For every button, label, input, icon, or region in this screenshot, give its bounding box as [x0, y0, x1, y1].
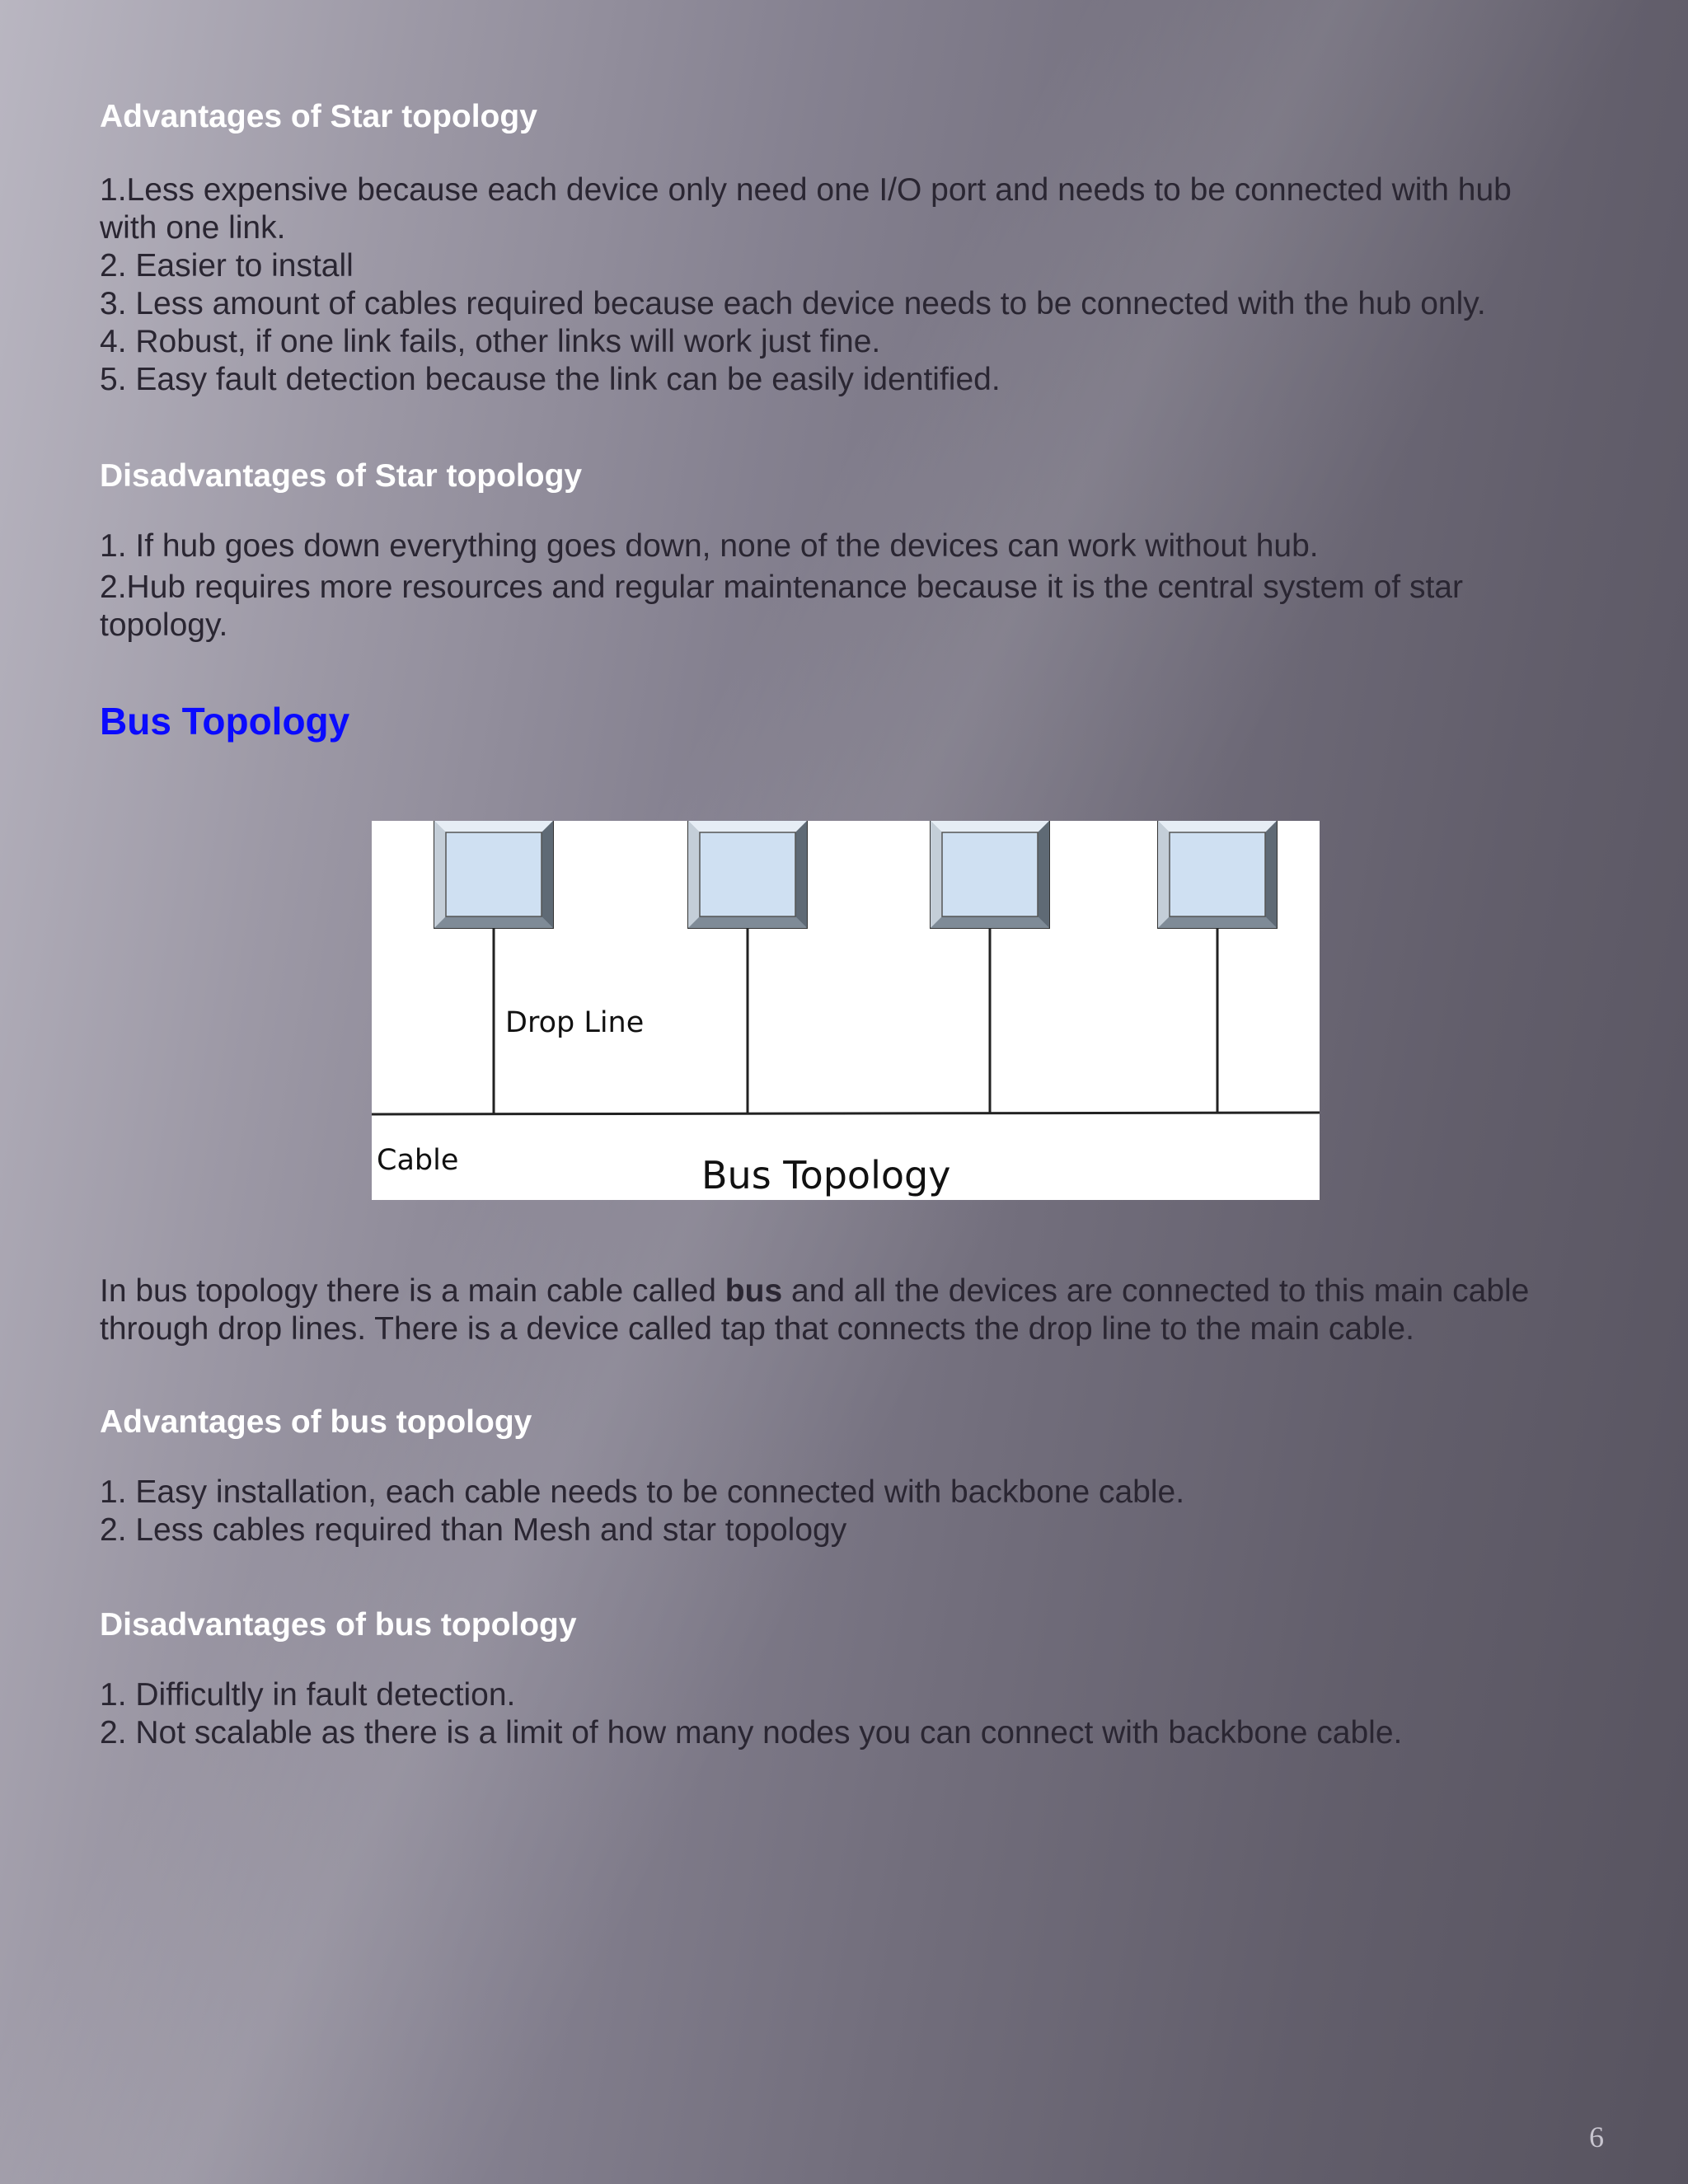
node-3-screen: [942, 832, 1038, 916]
bus-description: [100, 1272, 1625, 1348]
cable-label: Cable: [377, 1144, 459, 1177]
node-1-screen: [446, 832, 542, 916]
star-adv-item-2: 2. Easier to install: [100, 248, 354, 284]
drop-line-label: Drop Line: [505, 1006, 645, 1039]
backbone-cable: [372, 1113, 1320, 1114]
bus-topology-diagram: [372, 821, 1320, 1200]
node-4: [1158, 821, 1277, 1113]
bus-topology-title: Bus Topology: [100, 700, 350, 743]
diagram-caption: Bus Topology: [701, 1153, 951, 1197]
node-3: [931, 821, 1049, 1113]
bus-dis-item-2: 2. Not scalable as there is a limit of how many nodes you can connect with backbone cable.: [100, 1715, 1403, 1750]
bus-desc-bold: bus: [724, 1273, 783, 1309]
bus-desc-before: In bus topology there is a main cable called: [100, 1273, 725, 1309]
bus-disadvantages-heading: Disadvantages of bus topology: [100, 1607, 577, 1643]
bus-topology-svg: [372, 821, 1320, 1200]
node-2: [688, 821, 807, 1114]
star-advantages-heading: Advantages of Star topology: [100, 99, 537, 134]
star-dis-item-1: 1. If hub goes down everything goes down, none of the devices can work without hub.: [100, 528, 1319, 564]
page-number: 6: [1589, 2121, 1604, 2154]
node-1: [434, 821, 553, 1114]
star-adv-item-3: 3. Less amount of cables required because each device needs to be connected with the hub only.: [100, 286, 1486, 321]
bus-advantages-heading: Advantages of bus topology: [100, 1404, 532, 1440]
bus-desc-after: and all the devices are connected to this main cable through drop lines. There is a device called tap that connects the drop line to the main cable.: [100, 1273, 1530, 1347]
node-4-screen: [1170, 832, 1265, 916]
bus-adv-item-2: 2. Less cables required than Mesh and star topology: [100, 1512, 847, 1548]
bus-dis-item-1: 1. Difficultly in fault detection.: [100, 1677, 516, 1713]
star-adv-item-4: 4. Robust, if one link fails, other links will work just fine.: [100, 324, 881, 359]
bus-adv-item-1: 1. Easy installation, each cable needs to be connected with backbone cable.: [100, 1474, 1185, 1510]
star-adv-item-5: 5. Easy fault detection because the link can be easily identified.: [100, 362, 1001, 397]
star-disadvantages-heading: Disadvantages of Star topology: [100, 458, 583, 494]
star-adv-item-1: 1.Less expensive because each device only need one I/O port and needs to be connected with hub with one link.: [100, 172, 1512, 246]
node-2-screen: [700, 832, 795, 916]
star-dis-item-2: 2.Hub requires more resources and regular maintenance because it is the central system of star topology.: [100, 569, 1463, 643]
